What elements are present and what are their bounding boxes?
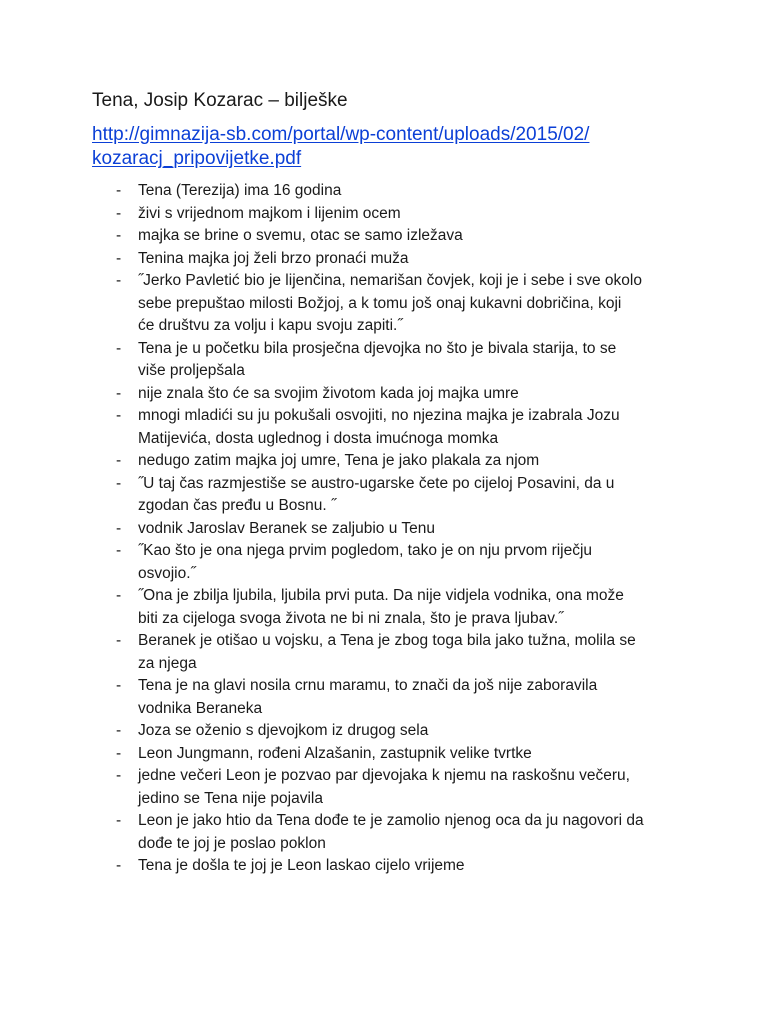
list-item — [92, 518, 692, 541]
list-item-text: vodnik Jaroslav Beranek se zaljubio u Tenu — [138, 519, 435, 537]
list-item-text: Tenina majka joj želi brzo pronaći muža — [138, 249, 409, 267]
list-item — [92, 765, 692, 810]
list-item — [92, 675, 692, 720]
list-item-text: Tena je na glavi nosila crnu maramu, to znači da još nije zaboravila vodnika Beraneka — [138, 677, 598, 717]
list-item — [92, 810, 692, 855]
bullet-dash: - — [116, 339, 122, 357]
list-item — [92, 450, 692, 473]
bullet-dash: - — [116, 384, 122, 402]
list-item — [92, 720, 692, 743]
list-item — [92, 473, 692, 518]
list-item — [92, 630, 692, 675]
list-item — [92, 225, 692, 248]
bullet-dash: - — [116, 632, 122, 649]
list-item — [92, 743, 692, 766]
list-item-text: Leon je jako htio da Tena dođe te je zamolio njenog oca da ju nagovori da dođe te joj je poslao poklon — [138, 812, 644, 852]
list-item-text: nedugo zatim majka joj umre, Tena je jako plakala za njom — [138, 452, 540, 469]
list-item-text: ˝U taj čas razmjestiše se austro-ugarske čete po cijeloj Posavini, da u zgodan čas pređu u Bosnu. ˝ — [138, 474, 615, 514]
bullet-dash: - — [116, 474, 122, 492]
source-link-line-1[interactable]: http://gimnazija-sb.com/portal/wp-content/uploads/2015/02/ — [92, 124, 590, 145]
list-item-text: jedne večeri Leon je pozvao par djevojaka k njemu na raskošnu večeru, jedino se Tena nije pojavila — [138, 767, 630, 807]
list-item — [92, 855, 692, 878]
bullet-dash: - — [116, 812, 122, 829]
list-item — [92, 248, 692, 271]
list-item-text: mnogi mladići su ju pokušali osvojiti, no njezina majka je izabrala Jozu Matijevića, dosta uglednog i dosta imućnoga momka — [138, 407, 620, 447]
notes-list — [92, 180, 692, 878]
list-item — [92, 203, 692, 226]
list-item — [92, 540, 692, 585]
bullet-dash: - — [116, 587, 122, 604]
list-item-text: Leon Jungmann, rođeni Alzašanin, zastupnik velike tvrtke — [138, 744, 532, 762]
list-item-text: Tena je u početku bila prosječna djevojka no što je bivala starija, to se više proljepšala — [138, 339, 617, 379]
bullet-dash: - — [116, 452, 122, 469]
source-link[interactable] — [92, 123, 692, 171]
bullet-dash: - — [116, 542, 122, 559]
list-item-text: ˝Jerko Pavletić bio je lijenčina, nemarišan čovjek, koji je i sebe i sve okolo sebe prepuštao milosti Božjoj, a k tomu još onaj kukavni dobričina, koji će društvu za volju i kapu svoju zapiti.˝ — [138, 272, 642, 334]
bullet-dash: - — [116, 677, 122, 694]
bullet-dash: - — [116, 249, 122, 267]
list-item-text: Tena je došla te joj je Leon laskao cijelo vrijeme — [138, 857, 465, 874]
list-item-text: majka se brine o svemu, otac se samo izležava — [138, 227, 463, 244]
list-item — [92, 585, 692, 630]
list-item-text: nije znala što će sa svojim životom kada joj majka umre — [138, 384, 519, 402]
list-item-text: živi s vrijednom majkom i lijenim ocem — [138, 204, 401, 222]
bullet-dash: - — [116, 857, 122, 874]
bullet-dash: - — [116, 204, 122, 222]
bullet-dash: - — [116, 182, 122, 199]
list-item-text: ˝Kao što je ona njega prvim pogledom, tako je on nju prvom riječju osvojio.˝ — [138, 542, 593, 582]
list-item — [92, 383, 692, 406]
bullet-dash: - — [116, 767, 122, 784]
list-item-text: Beranek je otišao u vojsku, a Tena je zbog toga bila jako tužna, molila se za njega — [138, 632, 636, 672]
bullet-dash: - — [116, 272, 122, 289]
list-item — [92, 270, 692, 338]
bullet-dash: - — [116, 744, 122, 762]
list-item-text: ˝Ona je zbilja ljubila, ljubila prvi puta. Da nije vidjela vodnika, ona može biti za cijeloga svoga života ne bi ni znala, što je prava ljubav.˝ — [138, 587, 624, 627]
source-link-line-2[interactable]: kozaracj_pripovijetke.pdf — [92, 148, 302, 169]
bullet-dash: - — [116, 407, 122, 424]
document-title: Tena, Josip Kozarac – bilješke — [92, 90, 348, 111]
bullet-dash: - — [116, 227, 122, 244]
bullet-dash: - — [116, 519, 122, 537]
list-item-text: Tena (Terezija) ima 16 godina — [138, 182, 342, 199]
list-item — [92, 338, 692, 383]
list-item-text: Joza se oženio s djevojkom iz drugog sela — [138, 722, 429, 739]
list-item — [92, 405, 692, 450]
list-item — [92, 180, 692, 203]
bullet-dash: - — [116, 722, 122, 739]
